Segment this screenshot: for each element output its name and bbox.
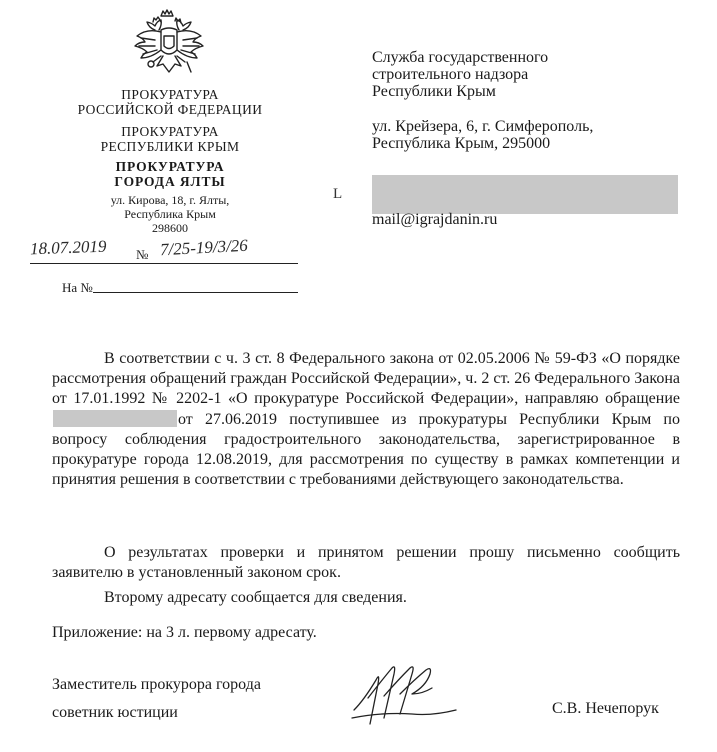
letterhead-prosecutor-crimea — [20, 124, 320, 154]
reply-to-underline — [93, 292, 298, 293]
letterhead-line: РОССИЙСКОЙ ФЕДЕРАЦИИ — [77, 102, 263, 117]
letterhead-address-line: ул. Кирова, 18, г. Ялты, — [110, 193, 230, 207]
addressee-line: ул. Крейзера, 6, г. Симферополь, — [372, 118, 594, 135]
address-corner-mark: L — [333, 186, 343, 202]
letterhead-line: ПРОКУРАТУРА — [115, 159, 225, 174]
registration-underline — [30, 263, 298, 264]
registration-number-label: № — [136, 247, 149, 262]
letterhead-prosecutor-yalta — [20, 159, 320, 189]
attachment-note: Приложение: на 3 л. первому адресату. — [52, 624, 317, 641]
addressee-email: mail@igrajdanin.ru — [372, 211, 498, 228]
letterhead-prosecutor-russia — [20, 87, 320, 117]
reply-to-number-label: На № — [62, 280, 93, 295]
signatory-title: Заместитель прокурора города — [52, 676, 261, 693]
letterhead-line: РЕСПУБЛИКИ КРЫМ — [100, 139, 240, 154]
letterhead-line: ПРОКУРАТУРА — [121, 87, 219, 102]
letterhead-line: ГОРОДА ЯЛТЫ — [114, 174, 226, 189]
redacted-second-addressee — [372, 175, 678, 214]
body-paragraph-request: О результатах проверки и принятом решении прошу письменно сообщить заявителю в установленный законом срок. — [52, 544, 680, 582]
addressee-street-address — [372, 118, 593, 152]
signatory-name: С.В. Нечепорук — [552, 700, 659, 717]
registration-date: 18.07.2019 — [29, 236, 107, 259]
body-paragraph-info: Второму адресату сообщается для сведения. — [104, 589, 407, 606]
body-paragraph-main — [52, 349, 680, 490]
registration-number: 7/25-19/3/26 — [159, 235, 249, 260]
handwritten-signature-icon — [348, 660, 463, 730]
body-text: от 27.06.2019 поступившее из прокуратуры Республики Крым по вопросу соблюдения градостроительного законодательства, зарегистрированное в прокуратуре города 12.08.2019, для рассмотрения по существу в рамках компетенции и принятия решения в соответствии с требованиями действующего законодательства. — [52, 410, 680, 489]
addressee-line: строительного надзора — [372, 66, 529, 83]
letterhead-address-line: 298600 — [152, 221, 188, 235]
redacted-applicant-name — [53, 410, 177, 427]
addressee-line: Служба государственного — [372, 49, 549, 66]
body-text: В соответствии с ч. 3 ст. 8 Федерального закона от 02.05.2006 № 59-ФЗ «О порядке рассмотрения обращений граждан Российской Федерации», ч. 2 ст. 26 Федерального Закона от 17.01.1992 № 2202-1 «О прокуратуре Российской Федерации», направляю обращение — [52, 350, 680, 408]
letterhead-address-line: Республика Крым — [124, 207, 216, 221]
double-headed-eagle-emblem-icon — [131, 6, 207, 82]
letterhead-line: ПРОКУРАТУРА — [121, 124, 219, 139]
addressee-line: Республика Крым, 295000 — [372, 135, 551, 152]
addressee-organization — [372, 49, 548, 100]
letterhead-address — [20, 193, 320, 235]
signatory-rank: советник юстиции — [52, 704, 178, 721]
addressee-line: Республики Крым — [372, 83, 496, 100]
